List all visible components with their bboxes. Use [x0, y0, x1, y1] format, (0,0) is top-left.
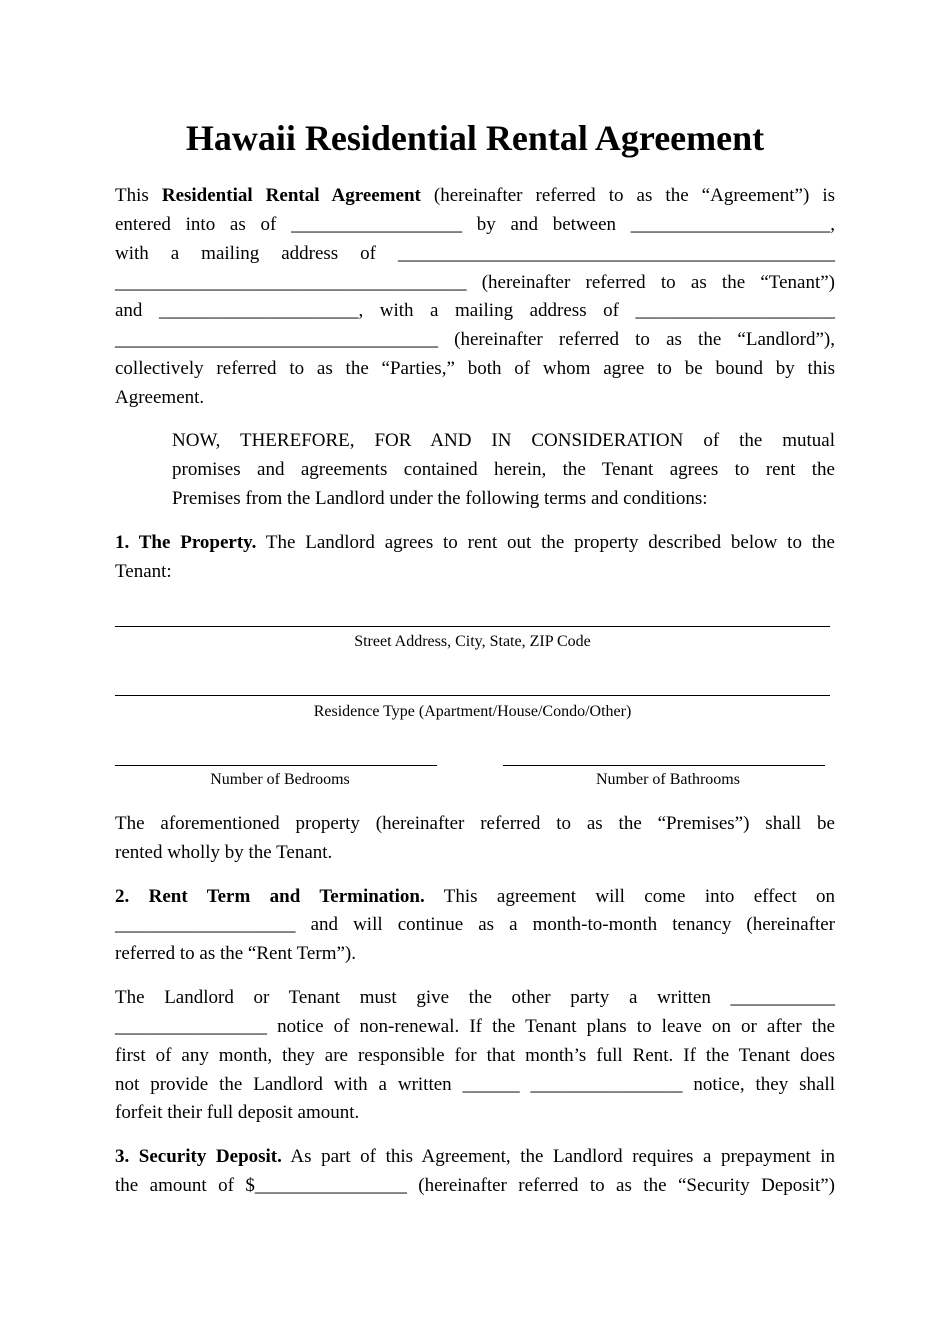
- address-caption: Street Address, City, State, ZIP Code: [354, 633, 591, 650]
- intro-line-3: with a mailing address of ______________________________________________: [115, 243, 835, 264]
- now-therefore-line-3: Premises from the Landlord under the following terms and conditions:: [172, 488, 708, 509]
- notice-line-4: not provide the Landlord with a written ______ ________________ notice, they shall: [115, 1074, 835, 1095]
- section-3-heading: 3. Security Deposit.: [115, 1146, 282, 1167]
- notice-line-2: ________________ notice of non-renewal. If the Tenant plans to leave on or after the: [115, 1016, 835, 1037]
- section-1-text: The Landlord agrees to rent out the property described below to the: [256, 532, 835, 553]
- intro-line-5: and _____________________, with a mailing address of _____________________: [115, 300, 835, 321]
- bathrooms-caption: Number of Bathrooms: [596, 771, 740, 788]
- intro-line-2: entered into as of __________________ by and between _____________________,: [115, 214, 835, 235]
- section-1-line-2: Tenant:: [115, 561, 172, 582]
- section-3-text: As part of this Agreement, the Landlord requires a prepayment in: [281, 1146, 835, 1167]
- section-2-line-3: referred to as the “Rent Term”).: [115, 943, 356, 964]
- premises-line-1: The aforementioned property (hereinafter referred to as the “Premises”) shall be: [115, 813, 835, 834]
- residence-type-field-line[interactable]: [115, 695, 830, 696]
- section-2-line-1: [115, 883, 835, 912]
- intro-line-4: _____________________________________ (hereinafter referred to as the “Tenant”): [115, 272, 835, 293]
- agreement-name-bold: Residential Rental Agreement: [161, 185, 421, 206]
- section-1-heading: 1. The Property.: [115, 532, 257, 553]
- bedrooms-field-line[interactable]: [115, 765, 437, 766]
- section-3-line-1: [115, 1143, 835, 1172]
- notice-line-3: first of any month, they are responsible for that month’s full Rent. If the Tenant does: [115, 1045, 835, 1066]
- section-1-line-1: [115, 529, 835, 558]
- residence-type-caption: Residence Type (Apartment/House/Condo/Other): [313, 703, 632, 720]
- intro-text: (hereinafter referred to as the “Agreement”) is: [420, 185, 836, 206]
- now-therefore-line-2: promises and agreements contained herein, the Tenant agrees to rent the: [172, 459, 835, 480]
- notice-line-1: The Landlord or Tenant must give the other party a written ___________: [115, 987, 835, 1008]
- now-therefore-line-1: NOW, THEREFORE, FOR AND IN CONSIDERATION of the mutual: [172, 430, 835, 451]
- intro-line-1: [115, 182, 835, 211]
- notice-line-5: forfeit their full deposit amount.: [115, 1102, 360, 1123]
- intro-line-6: __________________________________ (hereinafter referred to as the “Landlord”),: [115, 329, 835, 350]
- document-title: Hawaii Residential Rental Agreement: [185, 118, 765, 158]
- section-2-line-2: ___________________ and will continue as a month-to-month tenancy (hereinafter: [115, 914, 835, 935]
- section-3-line-2: the amount of $________________ (hereinafter referred to as the “Security Deposit”): [115, 1175, 835, 1196]
- intro-text: This: [115, 185, 162, 206]
- section-2-heading: 2. Rent Term and Termination.: [115, 886, 425, 907]
- premises-line-2: rented wholly by the Tenant.: [115, 842, 333, 863]
- bathrooms-field-line[interactable]: [503, 765, 825, 766]
- section-2-text: This agreement will come into effect on: [424, 886, 836, 907]
- bedrooms-caption: Number of Bedrooms: [210, 771, 350, 788]
- intro-line-8: Agreement.: [115, 387, 205, 408]
- address-field-line[interactable]: [115, 626, 830, 627]
- intro-line-7: collectively referred to as the “Parties,” both of whom agree to be bound by this: [115, 358, 835, 379]
